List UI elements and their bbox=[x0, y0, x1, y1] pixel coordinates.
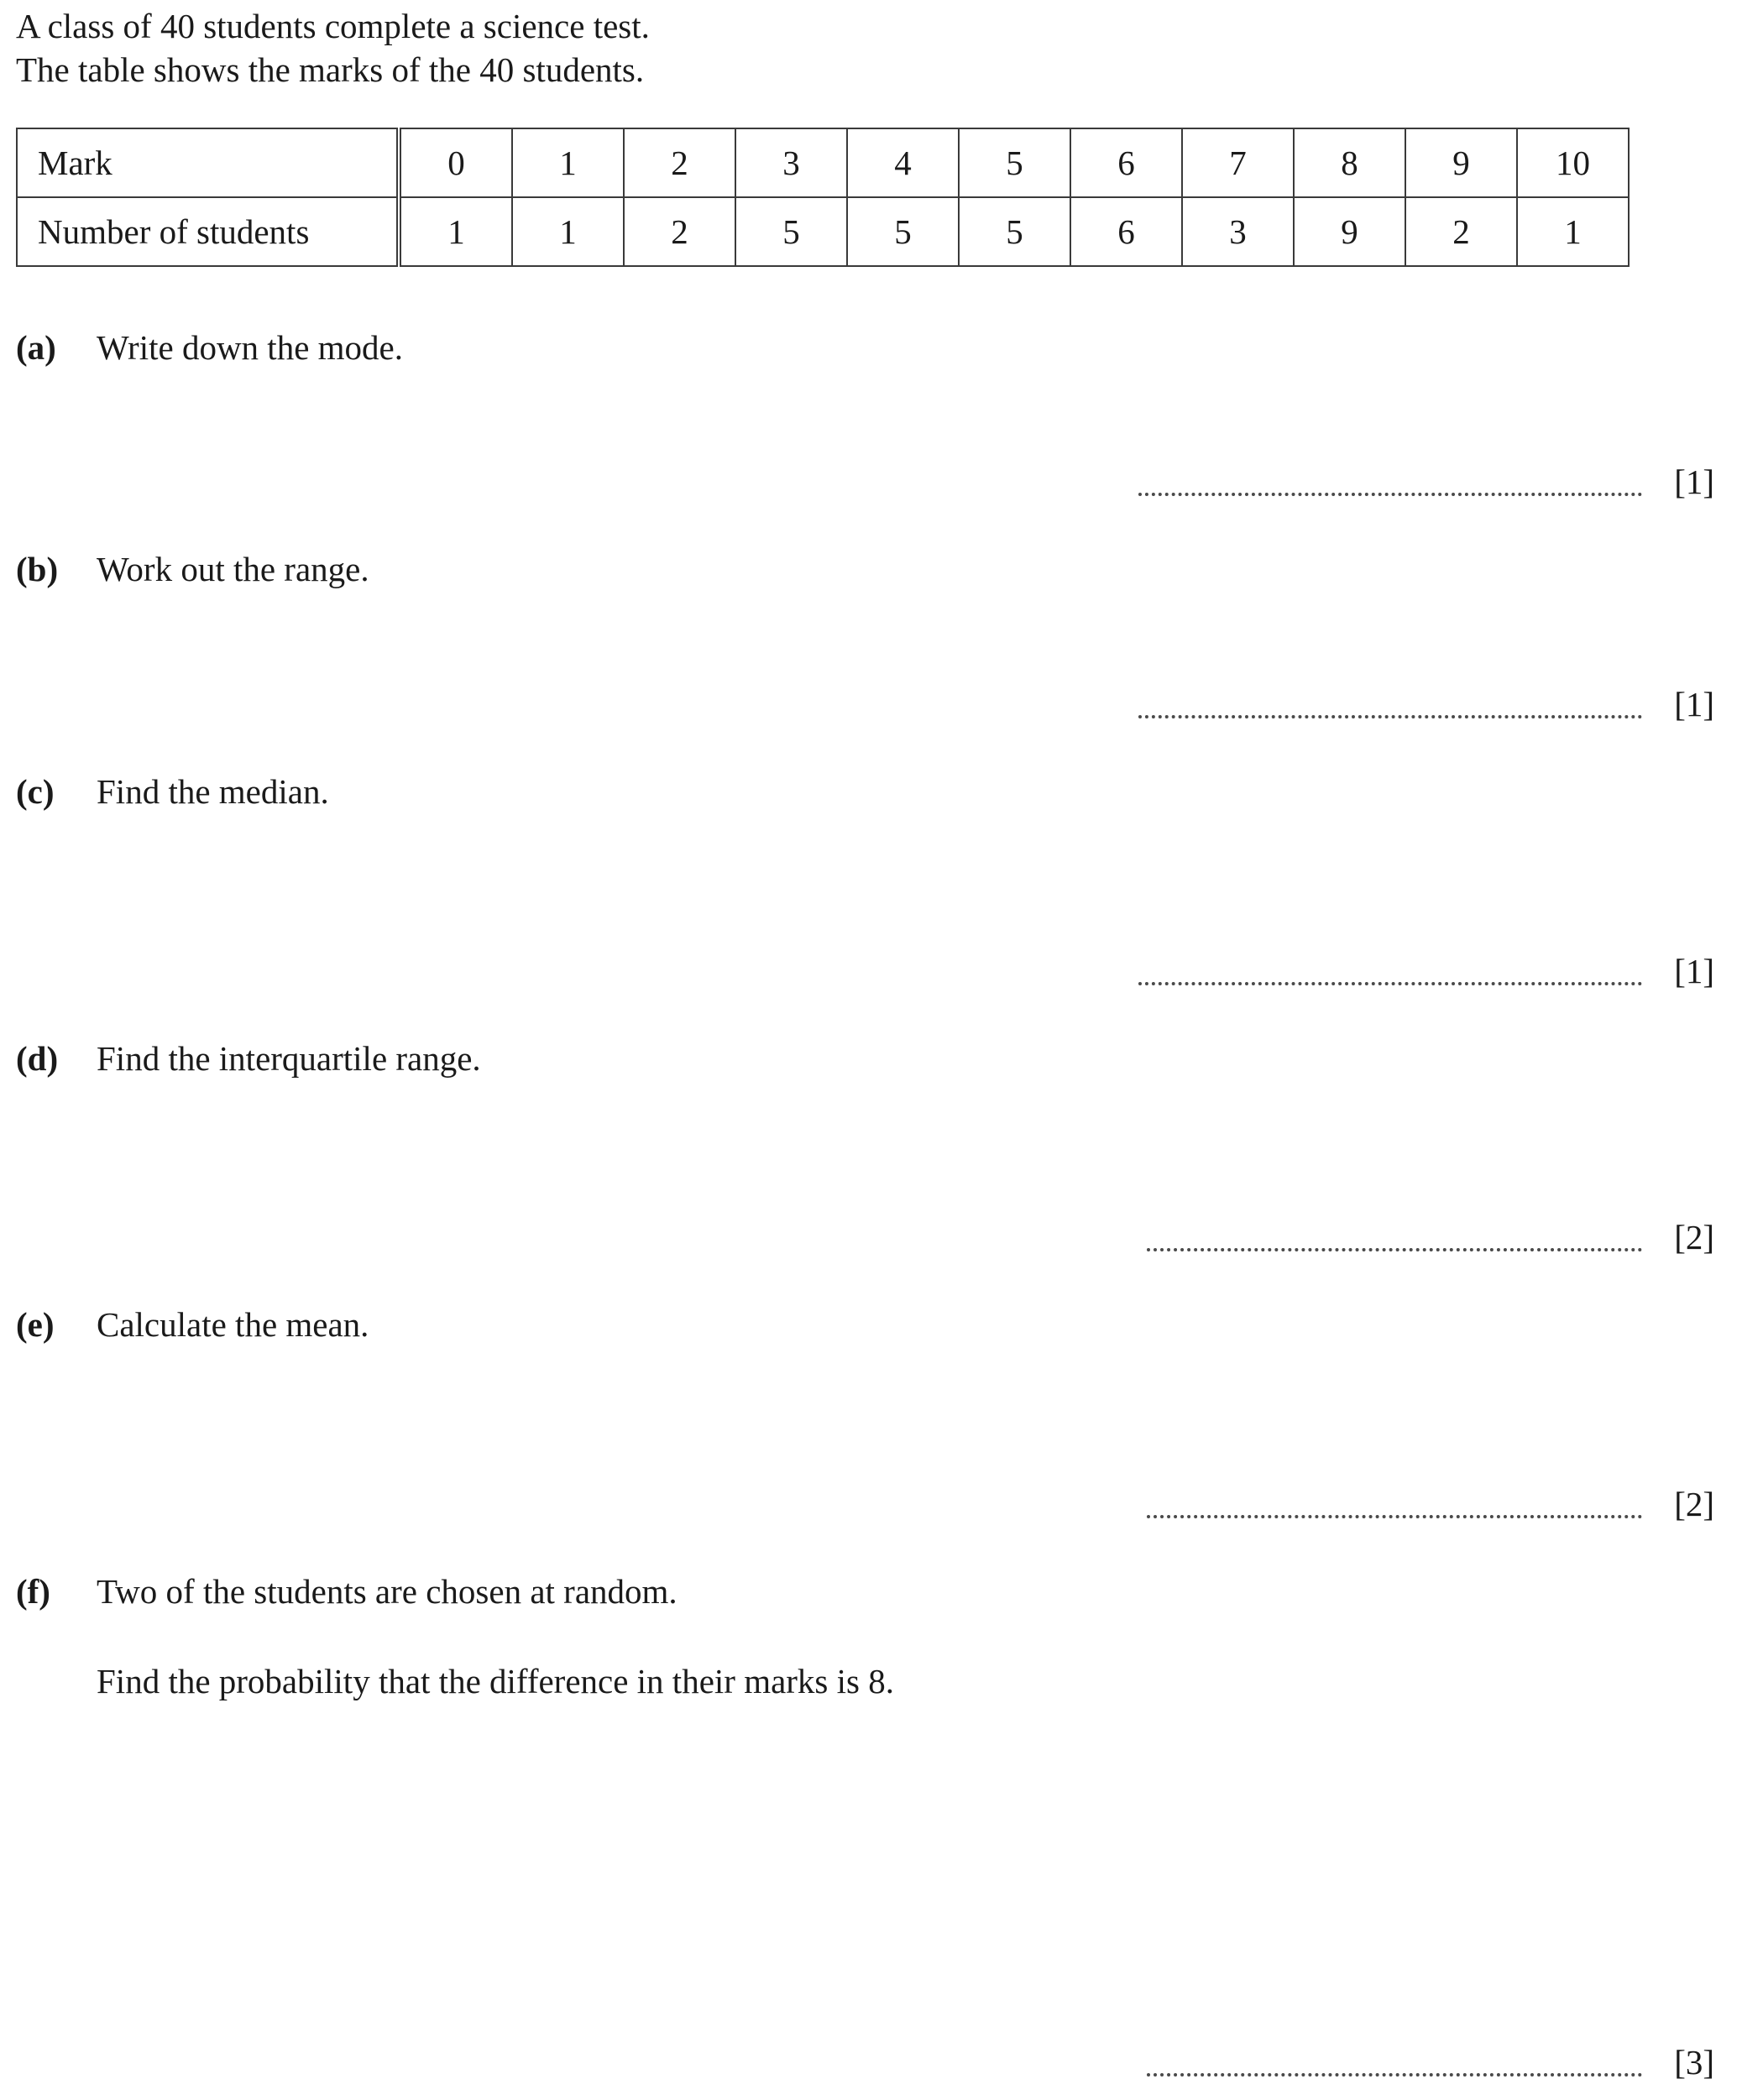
question-f bbox=[16, 1570, 677, 1612]
answer-line-e[interactable] bbox=[1147, 1507, 1642, 1518]
table-cell: 9 bbox=[1405, 128, 1517, 197]
answer-row-d bbox=[1147, 1216, 1714, 1258]
table-cell: 1 bbox=[512, 128, 624, 197]
table-cell: 3 bbox=[735, 128, 847, 197]
table-cell: 1 bbox=[1517, 197, 1629, 266]
marks-a: [1] bbox=[1674, 462, 1714, 501]
table-cell: 9 bbox=[1294, 197, 1405, 266]
question-a bbox=[16, 326, 403, 368]
question-text: Find the median. bbox=[97, 772, 329, 811]
table-cell: 2 bbox=[1405, 197, 1517, 266]
table-cell: 5 bbox=[959, 197, 1070, 266]
question-letter: (a) bbox=[16, 328, 56, 367]
table-cell: 6 bbox=[1070, 197, 1182, 266]
answer-line-a[interactable] bbox=[1138, 484, 1642, 496]
marks-frequency-table bbox=[16, 128, 1630, 267]
intro-line-1: A class of 40 students complete a science test. bbox=[16, 7, 650, 45]
answer-row-c bbox=[1138, 950, 1714, 992]
table-cell: 4 bbox=[847, 128, 959, 197]
question-c bbox=[16, 771, 329, 812]
table-cell: 7 bbox=[1182, 128, 1294, 197]
answer-row-a bbox=[1138, 461, 1714, 503]
marks-e: [2] bbox=[1674, 1485, 1714, 1523]
question-e bbox=[16, 1303, 369, 1345]
row-label-mark: Mark bbox=[17, 128, 399, 197]
table-row-students bbox=[17, 197, 1629, 266]
table-cell: 6 bbox=[1070, 128, 1182, 197]
question-letter: (c) bbox=[16, 772, 55, 811]
question-text: Work out the range. bbox=[97, 550, 369, 588]
question-letter: (d) bbox=[16, 1039, 59, 1078]
table-cell: 1 bbox=[399, 197, 512, 266]
answer-line-b[interactable] bbox=[1138, 707, 1642, 718]
marks-b: [1] bbox=[1674, 685, 1714, 724]
question-text: Calculate the mean. bbox=[97, 1305, 369, 1344]
question-text: Find the interquartile range. bbox=[97, 1039, 481, 1078]
answer-line-f[interactable] bbox=[1147, 2065, 1642, 2076]
answer-row-f bbox=[1147, 2041, 1714, 2083]
marks-d: [2] bbox=[1674, 1218, 1714, 1256]
answer-line-c[interactable] bbox=[1138, 974, 1642, 985]
question-f-subtext: Find the probability that the difference in their marks is 8. bbox=[97, 1662, 894, 1700]
table-cell: 8 bbox=[1294, 128, 1405, 197]
question-text: Two of the students are chosen at random. bbox=[97, 1572, 677, 1611]
question-letter: (f) bbox=[16, 1572, 50, 1611]
table-cell: 2 bbox=[624, 197, 735, 266]
table-cell: 3 bbox=[1182, 197, 1294, 266]
answer-line-d[interactable] bbox=[1147, 1240, 1642, 1251]
table-cell: 5 bbox=[735, 197, 847, 266]
question-b bbox=[16, 548, 369, 590]
table-cell: 2 bbox=[624, 128, 735, 197]
table-cell: 10 bbox=[1517, 128, 1629, 197]
question-text: Write down the mode. bbox=[97, 328, 403, 367]
question-d bbox=[16, 1037, 481, 1079]
question-letter: (e) bbox=[16, 1305, 55, 1344]
table-cell: 5 bbox=[847, 197, 959, 266]
row-label-students: Number of students bbox=[17, 197, 399, 266]
table-cell: 0 bbox=[399, 128, 512, 197]
marks-f: [3] bbox=[1674, 2043, 1714, 2082]
question-letter: (b) bbox=[16, 550, 59, 588]
marks-c: [1] bbox=[1674, 952, 1714, 990]
answer-row-e bbox=[1147, 1483, 1714, 1525]
table-cell: 1 bbox=[512, 197, 624, 266]
intro-line-2: The table shows the marks of the 40 students. bbox=[16, 50, 645, 89]
table-row-mark bbox=[17, 128, 1629, 197]
answer-row-b bbox=[1138, 683, 1714, 725]
table-cell: 5 bbox=[959, 128, 1070, 197]
